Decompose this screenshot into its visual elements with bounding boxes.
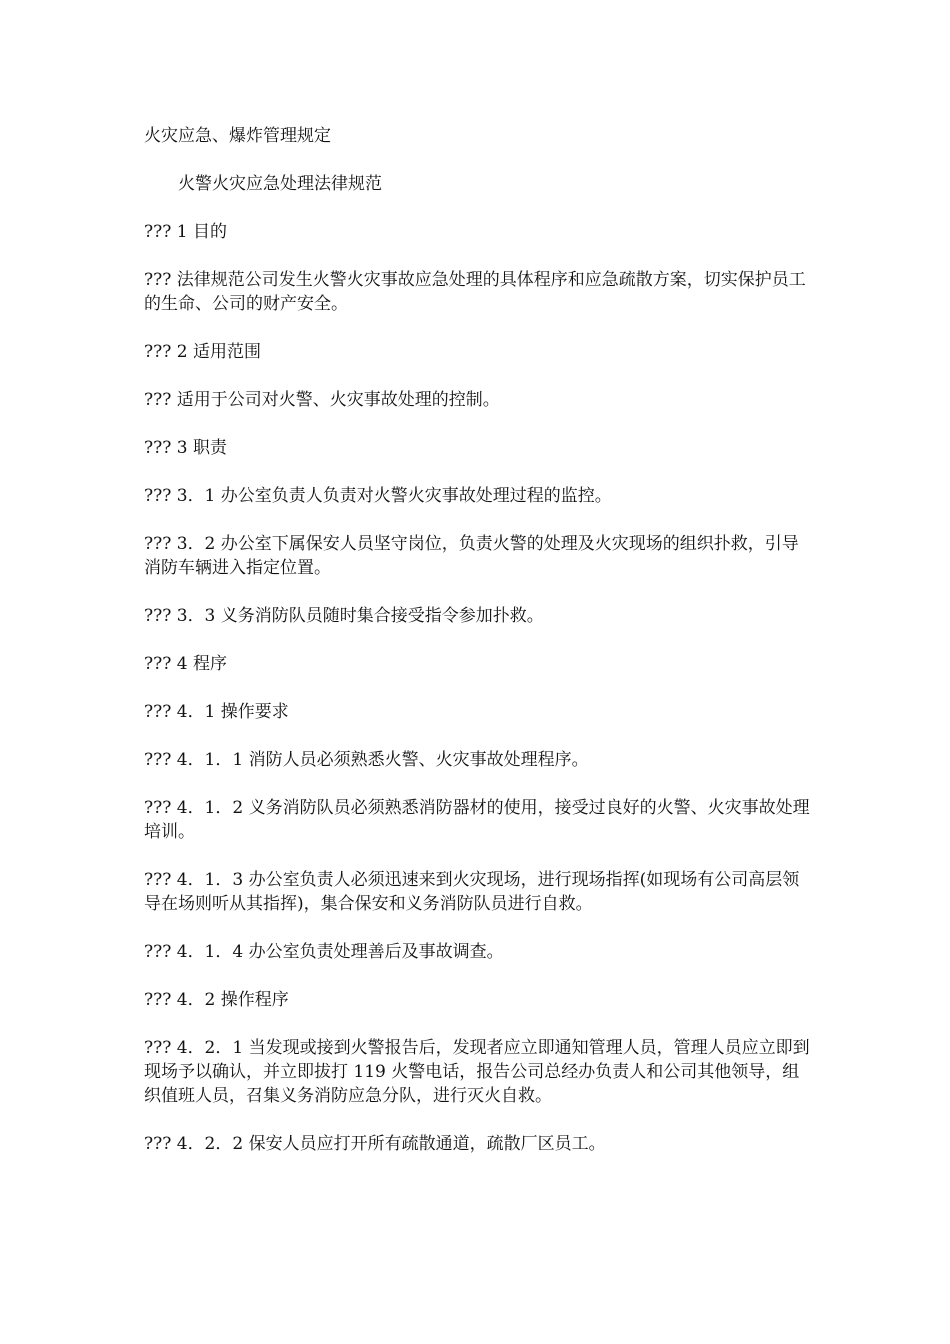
paragraph: ??? 适用于公司对火警、火灾事故处理的控制。 [144, 390, 500, 410]
section-heading-scope: ??? 2 适用范围 [144, 342, 261, 362]
section-heading-duties: ??? 3 职责 [144, 438, 227, 458]
document-subtitle: 火警火灾应急处理法律规范 [178, 174, 382, 194]
paragraph: ??? 4．1．4 办公室负责处理善后及事故调查。 [144, 942, 504, 962]
document-title: 火灾应急、爆炸管理规定 [144, 126, 331, 146]
paragraph: ??? 法律规范公司发生火警火灾事故应急处理的具体程序和应急疏散方案，切实保护员工的生命、公司的财产安全。 [144, 270, 806, 314]
section-heading-purpose: ??? 1 目的 [144, 222, 227, 242]
paragraph: ??? 4．1．2 义务消防队员必须熟悉消防器材的使用，接受过良好的火警、火灾事故处理培训。 [144, 798, 810, 842]
paragraph: ??? 3．1 办公室负责人负责对火警火灾事故处理过程的监控。 [144, 486, 612, 506]
paragraph: ??? 4．2．2 保安人员应打开所有疏散通道，疏散厂区员工。 [144, 1134, 606, 1154]
paragraph: ??? 3．2 办公室下属保安人员坚守岗位，负责火警的处理及火灾现场的组织扑救，引导消防车辆进入指定位置。 [144, 534, 799, 578]
paragraph: ??? 4．1．1 消防人员必须熟悉火警、火灾事故处理程序。 [144, 750, 589, 770]
subsection-heading: ??? 4．2 操作程序 [144, 990, 289, 1010]
paragraph: ??? 4．2．1 当发现或接到火警报告后，发现者应立即通知管理人员，管理人员应立即到现场予以确认，并立即拔打 119 火警电话，报告公司总经办负责人和公司其他领导，组织值班人员，召集义务消防应急分队，进行灭火自救。 [144, 1038, 810, 1106]
paragraph: ??? 3．3 义务消防队员随时集合接受指令参加扑救。 [144, 606, 544, 626]
document-body [144, 124, 812, 1180]
paragraph: ??? 4．1．3 办公室负责人必须迅速来到火灾现场，进行现场指挥(如现场有公司高层领导在场则听从其指挥)，集合保安和义务消防队员进行自救。 [144, 870, 800, 914]
section-heading-procedure: ??? 4 程序 [144, 654, 227, 674]
subsection-heading: ??? 4．1 操作要求 [144, 702, 289, 722]
